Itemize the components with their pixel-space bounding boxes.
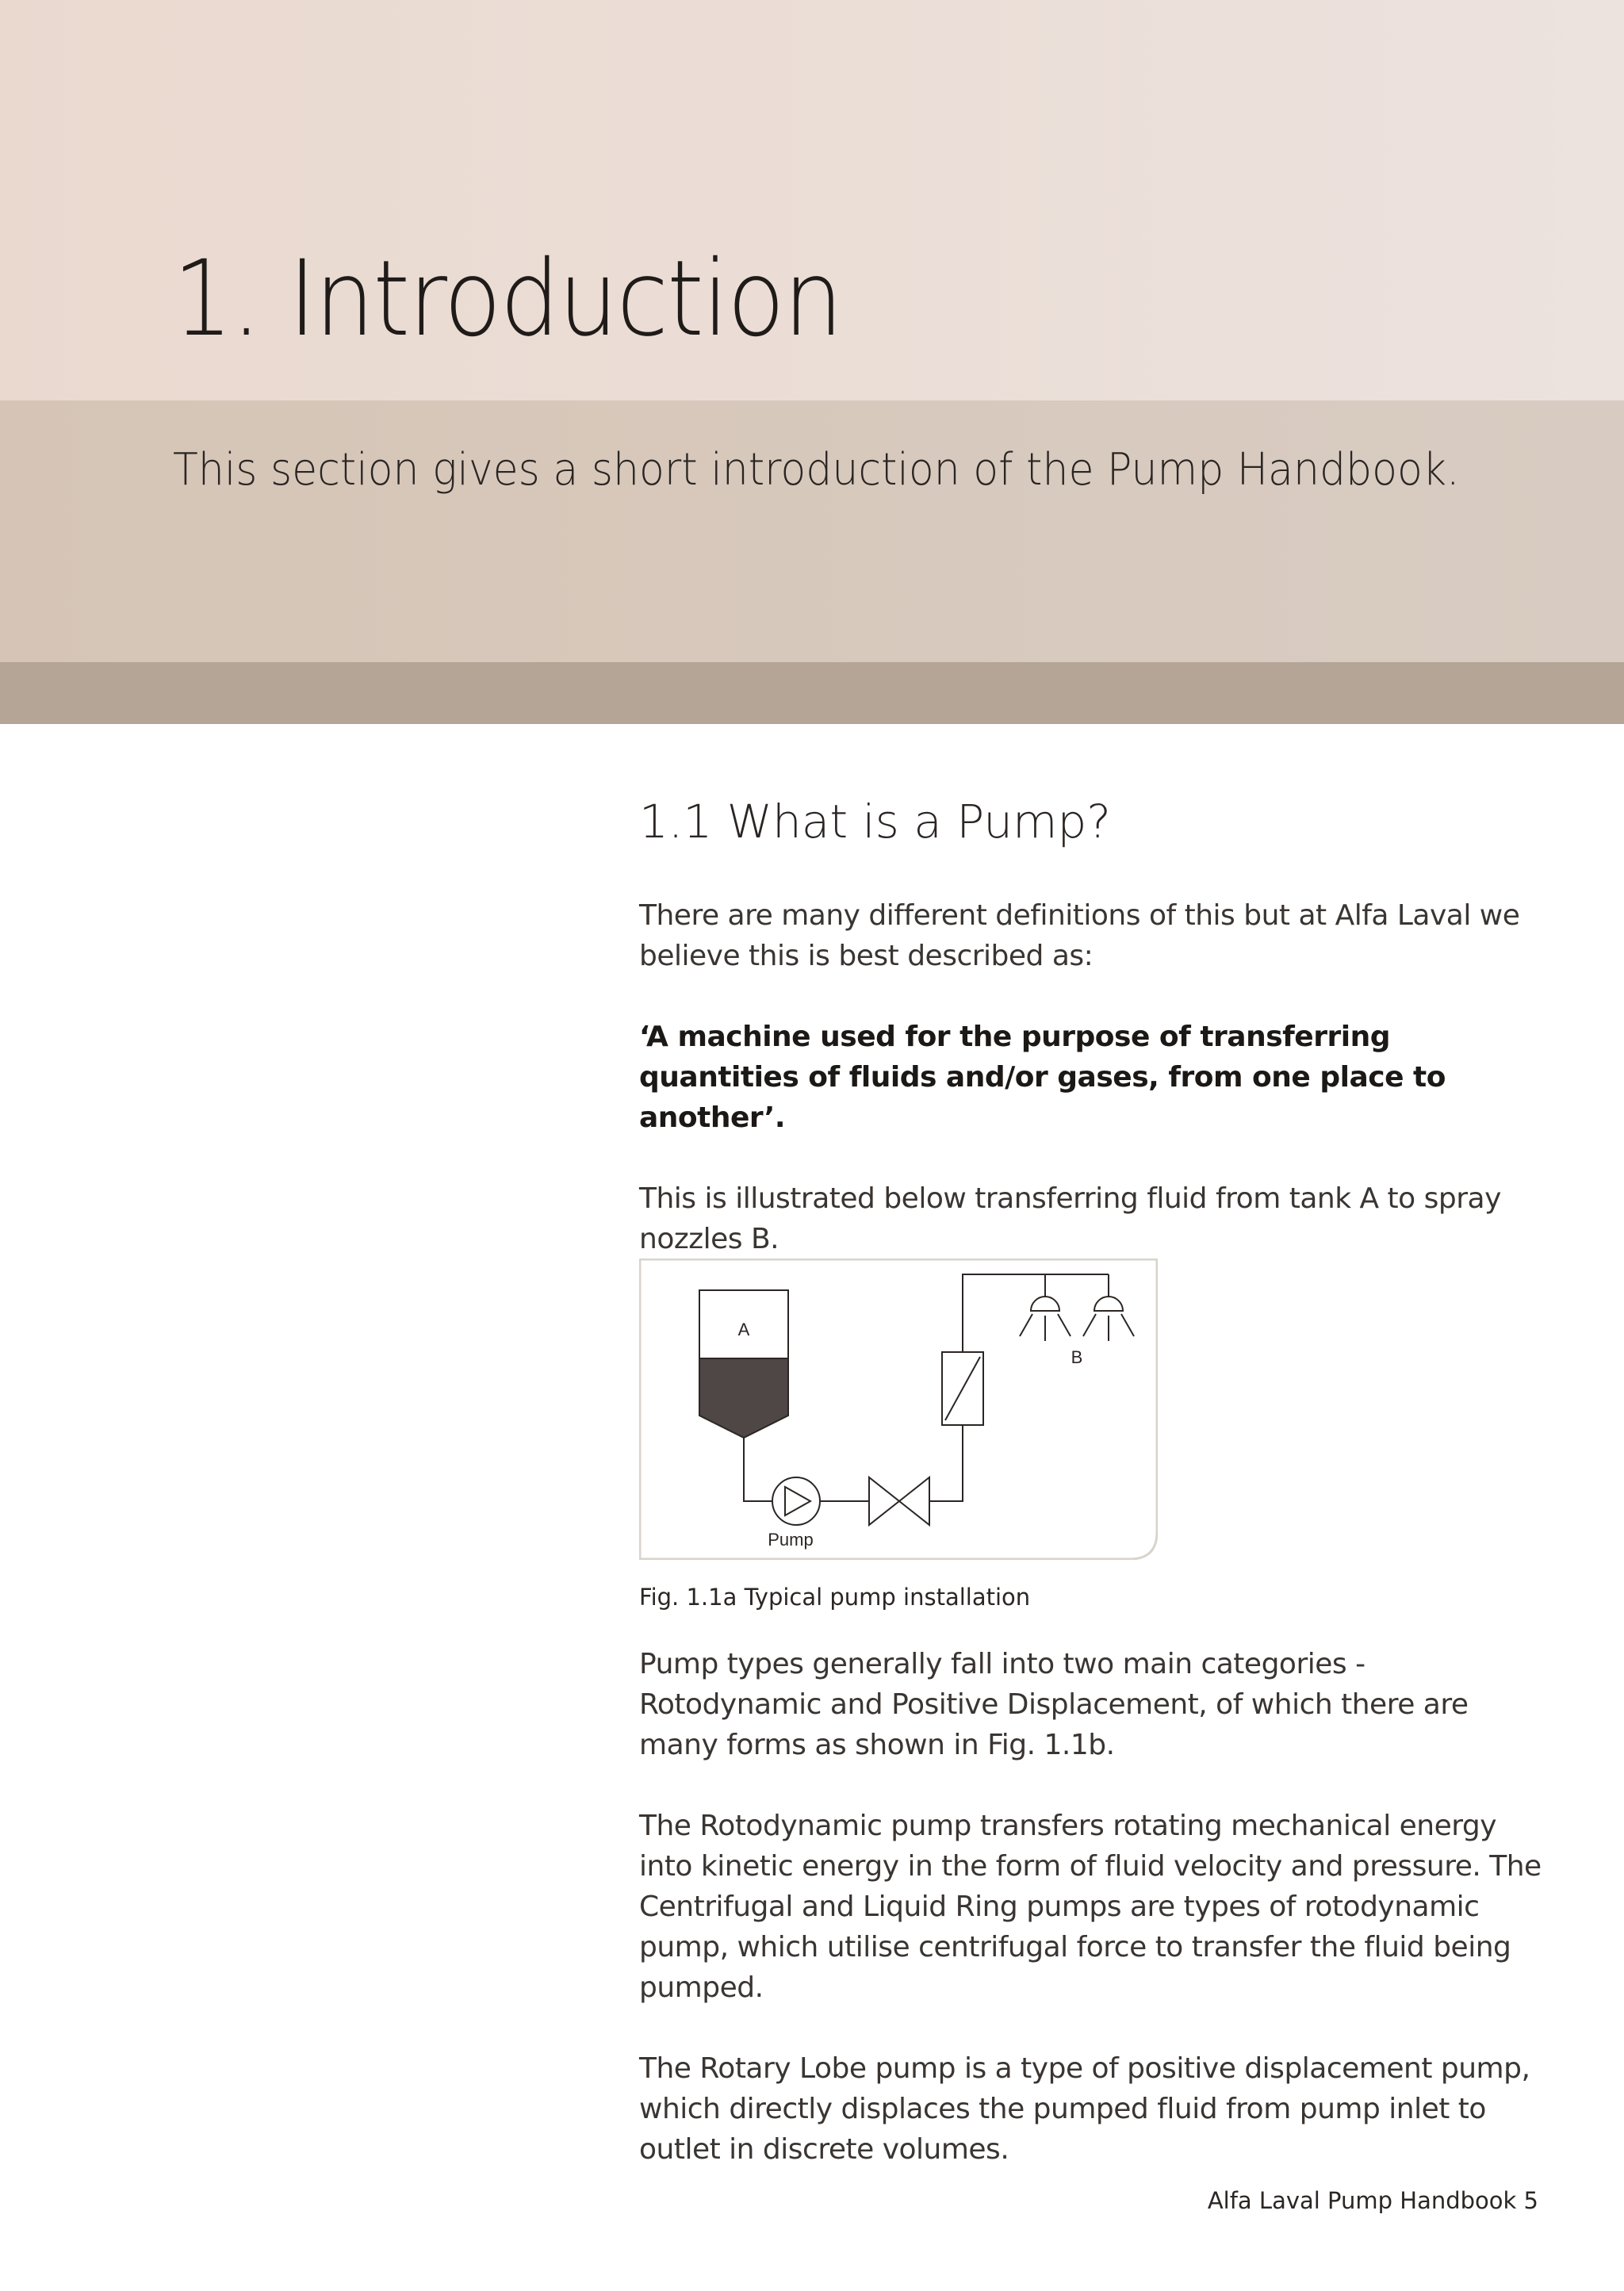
- header-band-middle: [0, 400, 1624, 662]
- filter-icon: [942, 1352, 983, 1425]
- header-band-bottom: [0, 662, 1624, 724]
- page-footer: Alfa Laval Pump Handbook 5: [1207, 2187, 1538, 2214]
- pump-installation-diagram: [639, 1259, 1158, 1560]
- paragraph-definition-quote: ‘A machine used for the purpose of transferring quantities of fluids and/or gases, from one place to another’.: [639, 1020, 1446, 1134]
- figure-caption: Fig. 1.1a Typical pump installation: [639, 1584, 1031, 1611]
- section-content: [639, 797, 1551, 1300]
- paragraph-rotary-lobe: The Rotary Lobe pump is a type of positive displacement pump, which directly displaces the pumped fluid from pump inlet to outlet in discrete volumes.: [639, 2052, 1530, 2166]
- tank-a: [699, 1290, 788, 1438]
- paragraph-definition-intro: There are many different definitions of this but at Alfa Laval we believe this is best described as:: [639, 898, 1520, 972]
- section-content-continued: [639, 1644, 1551, 2210]
- spray-nozzle-icon: [1020, 1297, 1071, 1341]
- pipe-valve-to-filter: [929, 1425, 963, 1501]
- paragraph-illustration-intro: This is illustrated below transferring fluid from tank A to spray nozzles B.: [639, 1182, 1501, 1255]
- spray-nozzle-icon: [1083, 1297, 1134, 1341]
- chapter-title: 1. Introduction: [173, 238, 842, 360]
- pump-icon: [772, 1477, 820, 1525]
- section-heading: 1.1 What is a Pump?: [639, 795, 1112, 849]
- pipe-tank-to-pump: [744, 1438, 772, 1501]
- nozzles-label: B: [1071, 1347, 1083, 1367]
- valve-icon: [869, 1477, 929, 1525]
- paragraph-pump-types: Pump types generally fall into two main categories - Rotodynamic and Positive Displacement, of which there are many forms as shown in Fig. 1.1b.: [639, 1648, 1469, 1761]
- paragraph-rotodynamic: The Rotodynamic pump transfers rotating mechanical energy into kinetic energy in the form of fluid velocity and pressure. The Centrifugal and Liquid Ring pumps are types of rotodynamic pump, which utilise centrifugal force to transfer the fluid being pumped.: [639, 1810, 1542, 2004]
- tank-label: A: [737, 1320, 750, 1339]
- chapter-subtitle: This section gives a short introduction of the Pump Handbook.: [173, 444, 1460, 496]
- pump-installation-figure: [639, 1259, 1158, 1560]
- pump-label: Pump: [768, 1530, 814, 1550]
- pipe-to-spray-header: [963, 1274, 1109, 1352]
